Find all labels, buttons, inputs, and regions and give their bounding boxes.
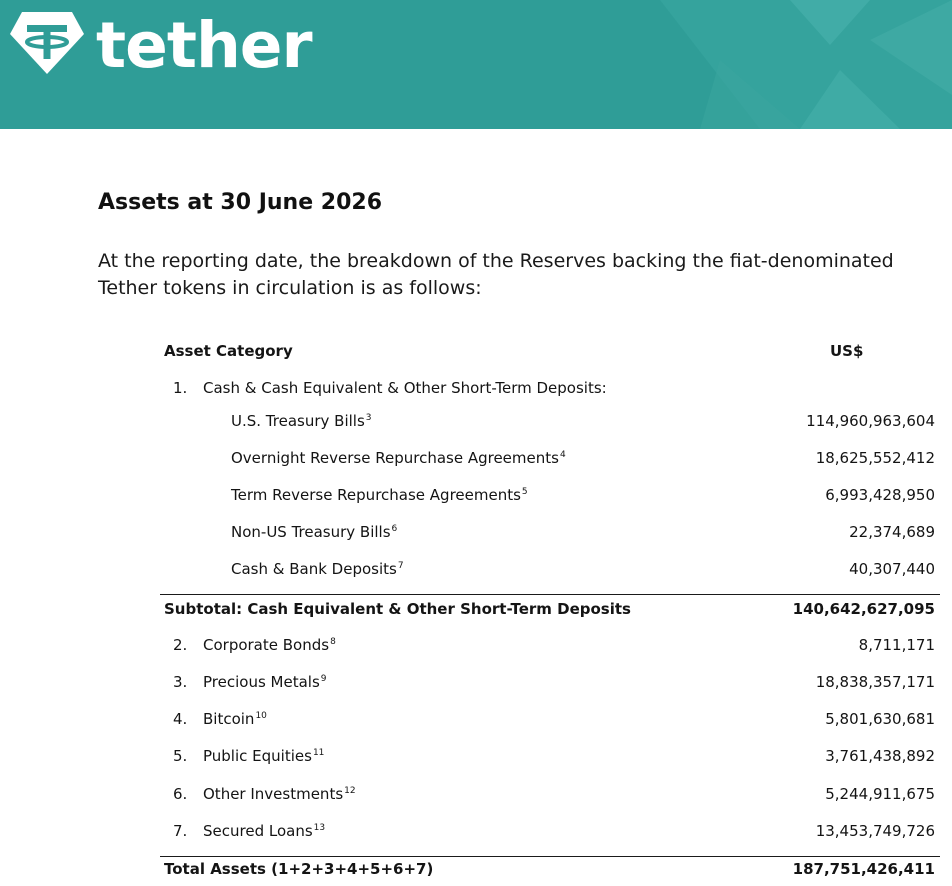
page-title: Assets at 30 June 2026 [98, 190, 383, 215]
row-label-text: Term Reverse Repurchase Agreements [231, 486, 521, 504]
row-amount: 18,838,357,171 [815, 673, 935, 691]
table-row [160, 707, 940, 731]
row-amount: 6,993,428,950 [825, 486, 935, 504]
row-label-text: Precious Metals [203, 673, 320, 691]
table-row [160, 557, 940, 581]
footnote-marker: 9 [320, 674, 327, 684]
row-amount: 18,625,552,412 [815, 449, 935, 467]
footnote-marker: 7 [397, 561, 404, 571]
row-label [203, 744, 324, 768]
table-row [160, 409, 940, 433]
row-amount: 13,453,749,726 [815, 822, 935, 840]
row-label [231, 557, 404, 581]
footnote-marker: 5 [521, 487, 528, 497]
row-amount: 40,307,440 [849, 560, 935, 578]
row-number: 4. [173, 710, 188, 728]
row-number: 3. [173, 673, 188, 691]
table-row [160, 670, 940, 694]
footnote-marker: 10 [255, 711, 267, 721]
row-amount: 187,751,426,411 [792, 860, 935, 878]
row-label-text: Cash & Cash Equivalent & Other Short-Term Deposits: [203, 379, 607, 397]
row-amount: 8,711,171 [858, 636, 935, 654]
row-label-text: Cash & Bank Deposits [231, 560, 397, 578]
subtotal-row [160, 597, 940, 621]
row-label-text: Subtotal: Cash Equivalent & Other Short-Term Deposits [164, 600, 631, 618]
footnote-marker: 11 [312, 748, 325, 758]
row-amount: 140,642,627,095 [792, 600, 935, 618]
table-row [160, 633, 940, 657]
table-row [160, 819, 940, 843]
row-label [203, 376, 607, 400]
row-number: 2. [173, 636, 188, 654]
header-banner [0, 0, 952, 129]
row-number: 5. [173, 747, 188, 765]
row-label [203, 670, 327, 694]
row-amount: 5,801,630,681 [825, 710, 935, 728]
tether-diamond-logo-icon[interactable] [8, 10, 86, 76]
row-label [164, 597, 631, 621]
column-header-usd: US$ [830, 342, 864, 360]
table-row [160, 782, 940, 806]
row-label [203, 819, 325, 843]
table-row [160, 376, 940, 400]
row-label-text: Bitcoin [203, 710, 255, 728]
row-label-text: Other Investments [203, 785, 344, 803]
table-row [160, 520, 940, 544]
brand-wordmark: tether [96, 9, 312, 82]
footnote-marker: 12 [344, 786, 356, 796]
row-label [231, 520, 397, 544]
row-label-text: Overnight Reverse Repurchase Agreements [231, 449, 559, 467]
row-label [231, 483, 528, 507]
row-number: 1. [173, 379, 188, 397]
row-amount: 3,761,438,892 [825, 747, 935, 765]
footnote-marker: 3 [365, 413, 372, 423]
footnote-marker: 13 [313, 823, 326, 833]
row-label [203, 782, 356, 806]
row-label [203, 707, 267, 731]
footnote-marker: 4 [559, 450, 566, 460]
row-number: 7. [173, 822, 188, 840]
row-label [164, 857, 433, 881]
row-number: 6. [173, 785, 188, 803]
total-row [160, 857, 940, 881]
footnote-marker: 6 [391, 524, 398, 534]
total-divider [160, 856, 940, 857]
row-label-text: Total Assets (1+2+3+4+5+6+7) [164, 860, 434, 878]
column-header-asset-category: Asset Category [164, 342, 293, 360]
row-label-text: U.S. Treasury Bills [231, 412, 365, 430]
row-label-text: Non-US Treasury Bills [231, 523, 391, 541]
table-row [160, 483, 940, 507]
row-label [231, 409, 372, 433]
row-label [203, 633, 336, 657]
row-label-text: Public Equities [203, 747, 312, 765]
row-label-text: Corporate Bonds [203, 636, 330, 654]
row-label [231, 446, 566, 470]
subtotal-divider [160, 594, 940, 595]
table-row [160, 446, 940, 470]
row-amount: 114,960,963,604 [806, 412, 935, 430]
row-amount: 22,374,689 [849, 523, 935, 541]
row-label-text: Secured Loans [203, 822, 313, 840]
table-row [160, 744, 940, 768]
intro-paragraph: At the reporting date, the breakdown of the Reserves backing the fiat-denominated Tether tokens in circulation is as follows: [98, 250, 894, 299]
row-amount: 5,244,911,675 [825, 785, 935, 803]
footnote-marker: 8 [330, 637, 336, 647]
